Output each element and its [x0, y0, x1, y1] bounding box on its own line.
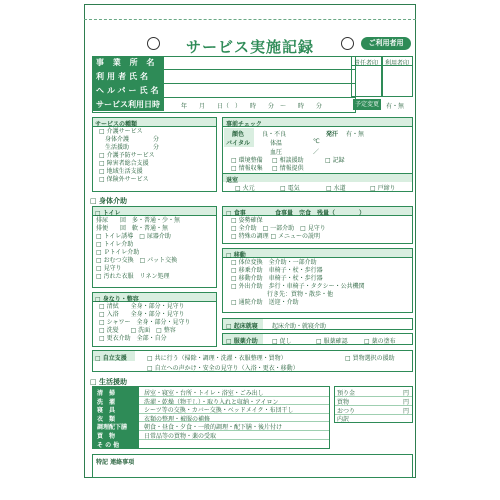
life-support-desc[interactable]: 日常品等の買物・薬の受取: [144, 433, 217, 440]
exit-check[interactable]: □ 戸締り: [370, 185, 396, 192]
grooming-item[interactable]: □ 清拭 全身・部分・見守り: [99, 303, 185, 310]
service-type-item[interactable]: 生活援助 分: [99, 144, 160, 151]
toilet-item[interactable]: 排尿 回 多・普通・少・無: [96, 217, 181, 224]
meal-item[interactable]: □ 姿勢確保: [231, 217, 263, 224]
temp-unit: ℃: [313, 138, 320, 145]
precheck-check[interactable]: □ 相談援助: [272, 157, 304, 164]
money-unit: 円: [403, 390, 410, 397]
independence-label[interactable]: □ 自立支援: [95, 355, 127, 362]
life-support-desc[interactable]: 朝食・昼食・夕食・一般的調理・配下膳・後片付け: [144, 424, 283, 432]
precheck-check[interactable]: □ 記録: [325, 157, 345, 164]
body-care-heading: □ 身体介助: [90, 197, 128, 205]
rise-label[interactable]: □ 起床就寝: [226, 323, 258, 330]
planned-change-label: 予定変更: [354, 101, 379, 108]
money-label: 預り金: [337, 390, 356, 397]
meal-list: [231, 217, 326, 241]
grooming-item[interactable]: □ 洗髪 □ 洗面 □ 整容: [99, 327, 176, 334]
complexion-value[interactable]: 良・不良: [262, 131, 287, 138]
med-option[interactable]: □ 促し: [272, 338, 292, 345]
meal-amount[interactable]: 食事量 完食 残量（ ）: [275, 210, 366, 217]
precheck-heading: 事前チェック: [226, 121, 262, 128]
complexion-label: 顔色: [232, 131, 245, 138]
service-type-item[interactable]: □ 介護予防サービス: [99, 152, 155, 159]
toilet-heading[interactable]: □ トイレ: [95, 210, 121, 217]
life-support-desc[interactable]: シーツ等の交換・カバー交換・ベッドメイク・布団干し: [144, 407, 294, 415]
service-type-list: [99, 128, 159, 184]
move-list: [231, 259, 365, 307]
row-divider: [139, 404, 329, 405]
service-type-item[interactable]: □ 保険外サービス: [99, 176, 149, 183]
toilet-item[interactable]: □ おむつ交換 □ パット交換: [96, 257, 178, 264]
toilet-item[interactable]: □ 見守り: [96, 265, 122, 272]
service-type-item[interactable]: 身体介護 分: [99, 136, 160, 143]
vital-label: バイタル: [226, 140, 251, 147]
meal-heading[interactable]: □ 食事: [226, 210, 246, 217]
grooming-list: [99, 303, 190, 343]
grooming-item[interactable]: □ 更衣介助 全部・自分: [99, 335, 167, 342]
exit-heading: 退室: [226, 177, 239, 184]
independence-item[interactable]: □ 自立への声かけ・安全の見守り（入浴・更衣・移動）: [147, 365, 299, 372]
page-title: サービス実施記録: [185, 38, 314, 56]
move-item[interactable]: 行き先：買物・散歩・他: [231, 291, 334, 298]
life-support-label[interactable]: 寝 具: [97, 407, 116, 415]
toilet-item[interactable]: □ Ｐトイレ介助: [96, 249, 140, 256]
stamp-user-label: 利用者印: [385, 60, 410, 67]
sweat-label: 発汗: [326, 131, 339, 138]
move-item[interactable]: □ 体位変換 全介助・一部介助: [231, 259, 317, 266]
notes-heading: 特記 連絡事項: [96, 459, 135, 466]
life-support-label[interactable]: 買 物: [97, 433, 116, 440]
toilet-item[interactable]: □ 汚れた衣服 リネン処理: [96, 273, 170, 280]
move-item[interactable]: □ 移乗介助 車椅子・杖・歩行器: [231, 267, 323, 274]
row-divider: [139, 396, 329, 397]
money-label: 内訳: [337, 416, 350, 424]
life-support-desc[interactable]: 居室・寝室・台所・トイレ・浴室・ごみ出し: [144, 390, 264, 397]
row-divider: [139, 439, 329, 440]
rise-value[interactable]: 起床介助・就寝介助: [272, 323, 327, 330]
independence-item[interactable]: □ 共に行う（掃除・調理・洗濯・衣服整理・買物）: [147, 355, 287, 362]
bp-label: 血圧: [270, 149, 283, 156]
user-copy-badge: ご利用者用: [361, 37, 411, 50]
sweat-value[interactable]: 有・無: [346, 131, 365, 138]
meal-item[interactable]: □ 特殊の調理 □ メニューの説明: [231, 233, 321, 240]
service-type-item[interactable]: □ 地域生活支援: [99, 168, 143, 175]
life-support-label[interactable]: 洗 濯: [97, 398, 116, 406]
exit-check[interactable]: □ 電気: [280, 185, 300, 192]
service-type-heading: サービスの種類: [95, 121, 138, 128]
life-support-label[interactable]: 衣 類: [97, 415, 116, 423]
user-label: 利用者氏名: [92, 70, 164, 83]
stamp-office-label: 責任者印: [354, 60, 379, 67]
grooming-item[interactable]: □ シャワー 全身・部分・見守り: [99, 319, 191, 326]
precheck-check[interactable]: □ 環境整備: [231, 157, 263, 164]
move-item[interactable]: □ 移動介助 車椅子・杖・歩行器: [231, 275, 323, 282]
exit-check[interactable]: □ 水道: [326, 185, 346, 192]
life-support-label[interactable]: 清 掃: [97, 390, 116, 397]
shopping-choice-item[interactable]: □ 買物選択の援助: [345, 355, 395, 362]
service-type-item[interactable]: □ 介護サービス: [99, 128, 143, 135]
move-item[interactable]: □ 外出介助 歩行・車椅子・タクシー・公共機関: [231, 283, 365, 290]
move-item[interactable]: □ 通院介助 送迎・介助: [231, 299, 299, 306]
life-support-label[interactable]: そ の 他: [97, 441, 120, 449]
service-type-item[interactable]: □ 障害者総合支援: [99, 160, 149, 167]
helper-label: ヘルパー氏名: [92, 84, 164, 97]
med-option[interactable]: □ 服薬確認: [316, 338, 348, 345]
date-fields[interactable]: 年 月 日（ ） 時 分 ～ 時 分: [181, 103, 323, 110]
precheck-check[interactable]: □ 情報提供: [272, 165, 304, 172]
money-unit: 円: [403, 407, 410, 415]
planned-change-value[interactable]: 有・無: [386, 103, 405, 110]
datetime-label: サービス利用日時: [92, 98, 164, 111]
toilet-item[interactable]: □ トイレ介助: [96, 241, 134, 248]
move-heading[interactable]: □ 移動: [226, 252, 246, 259]
grooming-item[interactable]: □ 入浴 全身・部分・見守り: [99, 311, 185, 318]
notes-box[interactable]: [92, 454, 413, 478]
bp-separator: ／: [313, 149, 320, 156]
life-support-heading: □ 生活援助: [90, 378, 128, 386]
med-option[interactable]: □ 薬の塗布: [364, 338, 396, 345]
money-label: 買物: [337, 398, 350, 406]
row-divider: [139, 430, 329, 431]
precheck-check[interactable]: □ 情報収集: [231, 165, 263, 172]
perforation-line: [84, 19, 416, 20]
exit-check[interactable]: □ 火元: [235, 185, 255, 192]
row-divider: [139, 421, 329, 422]
life-support-desc[interactable]: 洗濯・乾燥（物干し）・取り入れと収納・アイロン: [144, 398, 279, 406]
grooming-heading[interactable]: □ 身なり・整容: [95, 296, 139, 303]
office-label: 事 業 所 名: [92, 56, 164, 69]
toilet-item[interactable]: 排便 回 軟・普通・無: [96, 225, 169, 232]
money-unit: 円: [403, 398, 410, 406]
med-label[interactable]: □ 服薬介助: [226, 338, 258, 345]
life-support-label[interactable]: 調理配下膳: [97, 424, 128, 432]
toilet-list: [96, 217, 180, 281]
temp-label: 体温: [270, 140, 283, 147]
money-label: おつり: [337, 407, 355, 415]
toilet-item[interactable]: □ トイレ誘導 □ 尿器介助: [96, 233, 171, 240]
row-divider: [139, 413, 329, 414]
life-support-desc[interactable]: 衣類の整理・被服の補修: [144, 415, 211, 423]
meal-item[interactable]: □ 全介助 □ 一部介助 □ 見守り: [231, 225, 326, 232]
